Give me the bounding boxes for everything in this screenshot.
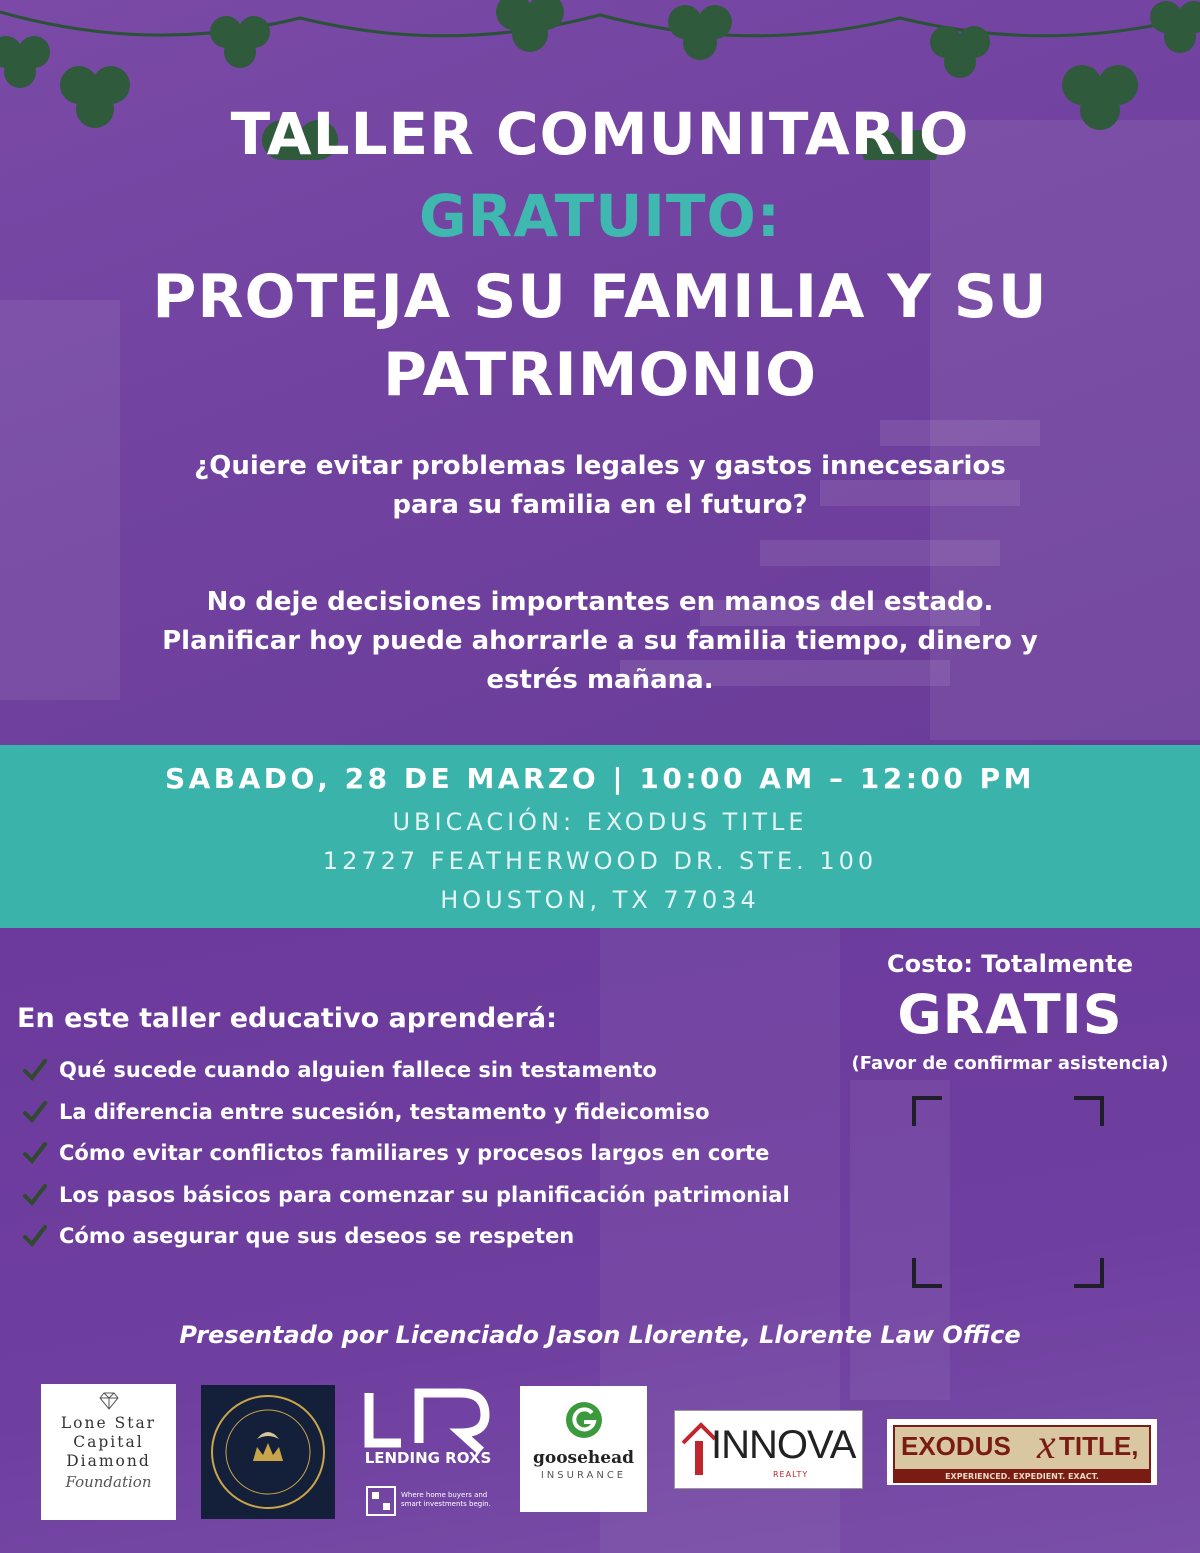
title-line-3: PROTEJA SU FAMILIA Y SU xyxy=(152,262,1048,332)
list-item xyxy=(22,1094,790,1136)
list-item-text: Cómo asegurar que sus deseos se respeten xyxy=(59,1224,575,1248)
logo-text: Capital xyxy=(73,1433,144,1451)
logo-tagline: smart investments begin. xyxy=(401,1500,491,1508)
event-address: 12727 FEATHERWOOD DR. STE. 100 xyxy=(322,847,878,875)
logo-text: REALTY xyxy=(773,1470,809,1479)
logo-text: goosehead xyxy=(532,1448,635,1468)
logo-text: EXPERIENCED. EXPEDIENT. EXACT. xyxy=(893,1471,1151,1483)
learn-list xyxy=(22,1052,790,1260)
intro-question-line: para su familia en el futuro? xyxy=(392,490,808,520)
goosehead-logo xyxy=(520,1386,647,1512)
intro-message-line: No deje decisiones importantes en manos del estado. xyxy=(206,587,994,617)
rsvp-note: (Favor de confirmar asistencia) xyxy=(851,1053,1169,1074)
checkmark-icon xyxy=(22,1057,48,1083)
diamond-icon xyxy=(98,1392,120,1410)
logo-text: EXODUS xyxy=(901,1431,1011,1461)
logo-text xyxy=(401,1491,495,1509)
intro-question xyxy=(80,447,1120,525)
lending-roxs-logo xyxy=(361,1385,495,1519)
intro-message xyxy=(80,583,1120,700)
event-city: HOUSTON, TX 77034 xyxy=(440,886,760,914)
title-line-1: TALLER COMUNITARIO xyxy=(230,100,970,168)
checkmark-icon xyxy=(22,1182,48,1208)
x-glyph-icon: x xyxy=(1037,1422,1056,1468)
goosehead-g-icon xyxy=(564,1400,604,1440)
list-item-text: La diferencia entre sucesión, testamento y fideicomiso xyxy=(59,1099,710,1124)
list-item-text: Cómo evitar conflictos familiares y procesos largos en corte xyxy=(59,1141,770,1165)
exodus-title-logo xyxy=(887,1419,1157,1485)
logo-text: INSURANCE xyxy=(540,1470,627,1481)
logo-text: LENDING ROXS xyxy=(364,1449,492,1467)
guichard-estates-logo xyxy=(201,1385,335,1519)
list-item xyxy=(22,1052,790,1094)
guichard-seal-icon xyxy=(201,1385,335,1519)
stair-shape xyxy=(760,540,1000,566)
cost-label: Costo: Totalmente xyxy=(887,950,1133,978)
logo-text: INNOVA xyxy=(711,1423,856,1467)
list-item xyxy=(22,1177,790,1219)
cost-value: GRATIS xyxy=(897,983,1123,1046)
list-item xyxy=(22,1135,790,1177)
intro-question-line: ¿Quiere evitar problemas legales y gastos innecesarios xyxy=(194,451,1006,481)
logo-tagline: Where home buyers and xyxy=(401,1491,488,1499)
list-item-text: Qué sucede cuando alguien fallece sin testamento xyxy=(59,1058,657,1082)
qr-code-frame[interactable] xyxy=(912,1096,1104,1288)
list-item-text: Los pasos básicos para comenzar su planificación patrimonial xyxy=(59,1182,790,1207)
checkmark-icon xyxy=(22,1140,48,1166)
intro-message-line: Planificar hoy puede ahorrarle a su familia tiempo, dinero y xyxy=(162,626,1038,656)
learn-heading: En este taller educativo aprenderá: xyxy=(17,1003,557,1034)
logo-text: TITLE, xyxy=(1059,1431,1139,1461)
list-item xyxy=(22,1218,790,1260)
innova-realty-logo xyxy=(674,1410,863,1489)
logo-text: Diamond xyxy=(66,1452,151,1470)
stair-shape xyxy=(880,420,1040,446)
presenter-credit: Presentado por Licenciado Jason Llorente, Llorente Law Office xyxy=(179,1321,1021,1349)
event-location: UBICACIÓN: EXODUS TITLE xyxy=(392,808,808,836)
lone-star-logo xyxy=(41,1384,176,1520)
title-line-4: PATRIMONIO xyxy=(383,340,817,410)
checkmark-icon xyxy=(22,1223,48,1249)
logo-text: Lone Star xyxy=(60,1414,157,1432)
event-date-time: SABADO, 28 DE MARZO | 10:00 AM – 12:00 PM xyxy=(164,762,1036,795)
checkmark-icon xyxy=(22,1099,48,1125)
title-line-2: GRATUITO: xyxy=(419,182,781,250)
logo-text: Foundation xyxy=(65,1473,152,1491)
intro-message-line: estrés mañana. xyxy=(486,665,714,695)
